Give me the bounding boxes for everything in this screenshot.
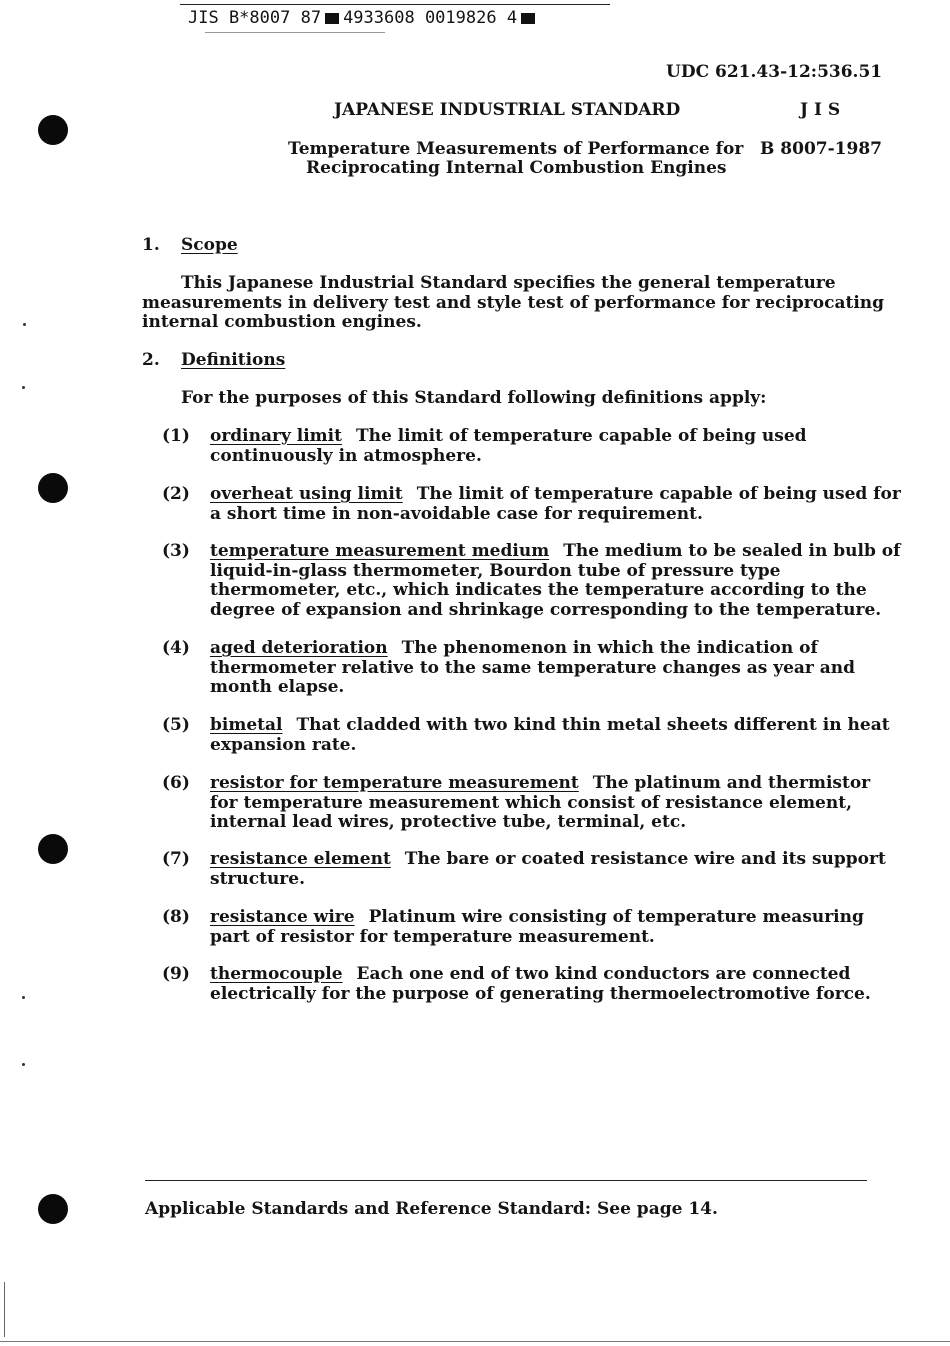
- definition-item: [162, 542, 902, 620]
- binder-hole-icon: [38, 1194, 68, 1224]
- standard-number: B 8007-1987: [760, 139, 882, 159]
- definition-text: The phenomenon in which the indication of thermometer relative to the same temperature changes as year and month elapse.: [210, 638, 856, 697]
- section-heading-scope: Scope: [181, 235, 238, 255]
- definition-item: [162, 716, 902, 755]
- definition-text: That cladded with two kind thin metal sheets different in heat expansion rate.: [210, 715, 890, 755]
- definition-term: resistor for temperature measurement: [210, 773, 579, 793]
- scan-speck: [23, 323, 26, 326]
- document-title-line1: Temperature Measurements of Performance for: [288, 139, 744, 159]
- definition-text: Each one end of two kind conductors are connected electrically for the purpose of generating thermoelectromotive force.: [210, 964, 871, 1004]
- scan-speck: [22, 996, 25, 999]
- scan-edge-vertical: [4, 1282, 5, 1337]
- definition-term: resistance element: [210, 849, 391, 869]
- udc-code: UDC 621.43-12:536.51: [666, 62, 883, 82]
- definition-item: [162, 850, 902, 889]
- footnote-rule: [145, 1180, 867, 1181]
- definition-term: temperature measurement medium: [210, 541, 550, 561]
- definition-number: (6): [162, 773, 190, 793]
- section-heading-definitions: Definitions: [181, 350, 286, 370]
- header-top-rule: [180, 4, 610, 5]
- header-bottom-rule: [205, 32, 385, 33]
- footer-note: Applicable Standards and Reference Standard: See page 14.: [145, 1199, 718, 1219]
- binder-hole-icon: [38, 115, 68, 145]
- definition-term: ordinary limit: [210, 426, 342, 446]
- definition-number: (7): [162, 849, 190, 869]
- document-title-line2: Reciprocating Internal Combustion Engines: [306, 158, 727, 178]
- definition-item: [162, 774, 902, 833]
- definitions-intro: For the purposes of this Standard following definitions apply:: [181, 388, 767, 408]
- scan-edge-bottom: [0, 1341, 950, 1342]
- definition-number: (2): [162, 484, 190, 504]
- redaction-block-icon: [325, 13, 339, 24]
- section-number-definitions: 2.: [142, 350, 160, 370]
- binder-hole-icon: [38, 473, 68, 503]
- definition-number: (3): [162, 541, 190, 561]
- definition-item: [162, 485, 902, 524]
- definition-term: bimetal: [210, 715, 283, 735]
- definition-number: (9): [162, 964, 190, 984]
- scan-speck: [22, 1063, 25, 1066]
- definition-number: (1): [162, 426, 190, 446]
- definition-item: [162, 639, 902, 698]
- definition-text: The limit of temperature capable of being used continuously in atmosphere.: [210, 426, 807, 466]
- header-code-line: [188, 9, 539, 29]
- scan-speck: [22, 386, 25, 389]
- definition-item: [162, 908, 902, 947]
- definition-term: overheat using limit: [210, 484, 403, 504]
- definition-term: thermocouple: [210, 964, 343, 984]
- definition-text: The limit of temperature capable of being used for a short time in non-avoidable case for requirement.: [210, 484, 901, 524]
- definition-number: (8): [162, 907, 190, 927]
- binder-hole-icon: [38, 834, 68, 864]
- redaction-block-icon: [521, 13, 535, 24]
- definition-term: resistance wire: [210, 907, 355, 927]
- organization-title: JAPANESE INDUSTRIAL STANDARD: [334, 100, 681, 120]
- definition-item: [162, 427, 902, 466]
- definition-item: [162, 965, 902, 1004]
- header-code-left: JIS B*8007 87: [188, 8, 322, 28]
- definition-text: The platinum and thermistor for temperature measurement which consist of resistance element, internal lead wires, protective tube, terminal, etc.: [210, 773, 871, 832]
- definition-number: (4): [162, 638, 190, 658]
- definition-number: (5): [162, 715, 190, 735]
- jis-mark: J I S: [800, 100, 841, 120]
- definition-text: Platinum wire consisting of temperature measuring part of resistor for temperature measurement.: [210, 907, 864, 947]
- definition-term: aged deterioration: [210, 638, 388, 658]
- definition-text: The medium to be sealed in bulb of liquid-in-glass thermometer, Bourdon tube of pressure type thermometer, etc., which indicates the temperature according to the degree of expansion and shrinkage corresponding to the temperature.: [210, 541, 901, 620]
- section-number-scope: 1.: [142, 235, 160, 255]
- scope-paragraph: This Japanese Industrial Standard specifies the general temperature measurements in delivery test and style test of performance for reciprocating internal combustion engines.: [142, 273, 885, 332]
- header-code-middle: 4933608 0019826 4: [343, 8, 518, 28]
- definition-text: The bare or coated resistance wire and its support structure.: [210, 849, 886, 889]
